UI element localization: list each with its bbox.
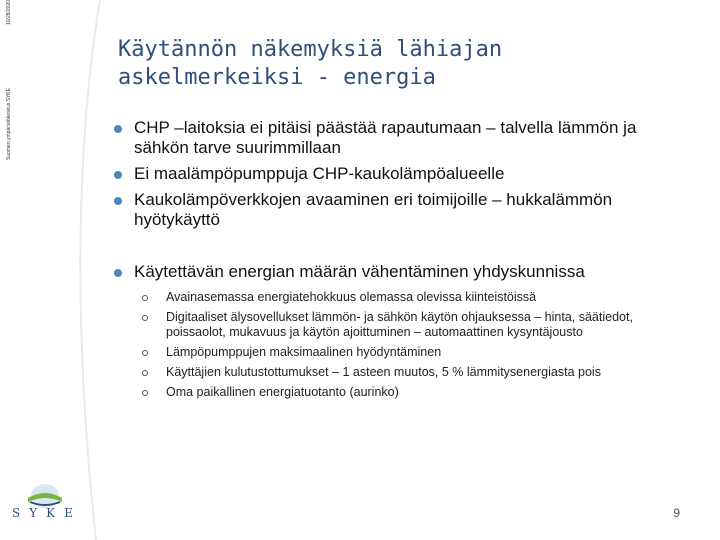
sub-bullet-text: Käyttäjien kulutustottumukset – 1 asteen muutos, 5 % lämmitysenergiasta pois [166, 365, 601, 379]
bullet-text: Käytettävän energian määrän vähentäminen yhdyskunnissa [134, 262, 585, 281]
bullet-text: Kaukolämpöverkkojen avaaminen eri toimijoille – hukkalämmön hyötykäyttö [134, 190, 613, 229]
left-curve-decoration [0, 0, 110, 540]
sub-bullet-text: Avainasemassa energiatehokkuus olemassa olevissa kiinteistöissä [166, 290, 537, 304]
bullet-dot-icon [114, 171, 122, 179]
bullet-list [112, 118, 692, 405]
sub-bullet-ring-icon [142, 315, 148, 321]
title-line-1: Käytännön näkemyksiä lähiajan [118, 37, 503, 62]
sub-bullet-text: Oma paikallinen energiatuotanto (aurinko) [166, 385, 399, 399]
title-line-2: askelmerkeiksi - energia [118, 65, 436, 90]
bullet-item [112, 118, 692, 158]
bullet-item [112, 262, 692, 282]
sub-bullet-item [140, 290, 692, 305]
sub-bullet-item [140, 310, 692, 340]
sub-bullet-text: Lämpöpumppujen maksimaalinen hyödyntäminen [166, 345, 442, 359]
sidebar-vertical-text [6, 0, 16, 160]
bullet-dot-icon [114, 197, 122, 205]
sub-bullet-text: Digitaaliset älysovellukset lämmön- ja sähkön käytön ohjauksessa – hinta, säätiedot, poissaolot, mukavuus ja käytön ajoittuminen – automaattinen kysyntäjousto [166, 310, 633, 339]
sub-bullet-list [140, 290, 692, 400]
sidebar-org-text: Suomen ympäristökeskus SYKE [6, 88, 12, 160]
sidebar-date-text: 10/28/2020 [6, 0, 12, 26]
bullet-text: Ei maalämpöpumppuja CHP-kaukolämpöalueelle [134, 164, 505, 183]
bullet-text: CHP –laitoksia ei pitäisi päästää rapautumaan – talvella lämmön ja sähkön tarve suurimmillaan [134, 118, 637, 157]
spacer [112, 236, 692, 262]
page-title [118, 36, 678, 92]
bullet-item [112, 190, 692, 230]
bullet-dot-icon [114, 269, 122, 277]
sub-bullet-item [140, 365, 692, 380]
sub-bullet-item [140, 385, 692, 400]
page-number: 9 [673, 506, 680, 520]
sub-bullet-ring-icon [142, 390, 148, 396]
sub-bullet-ring-icon [142, 350, 148, 356]
logo-text: SYKE [12, 506, 82, 520]
sub-bullet-ring-icon [142, 295, 148, 301]
bullet-item [112, 164, 692, 184]
bullet-dot-icon [114, 125, 122, 133]
sub-bullet-item [140, 345, 692, 360]
sub-bullet-ring-icon [142, 370, 148, 376]
